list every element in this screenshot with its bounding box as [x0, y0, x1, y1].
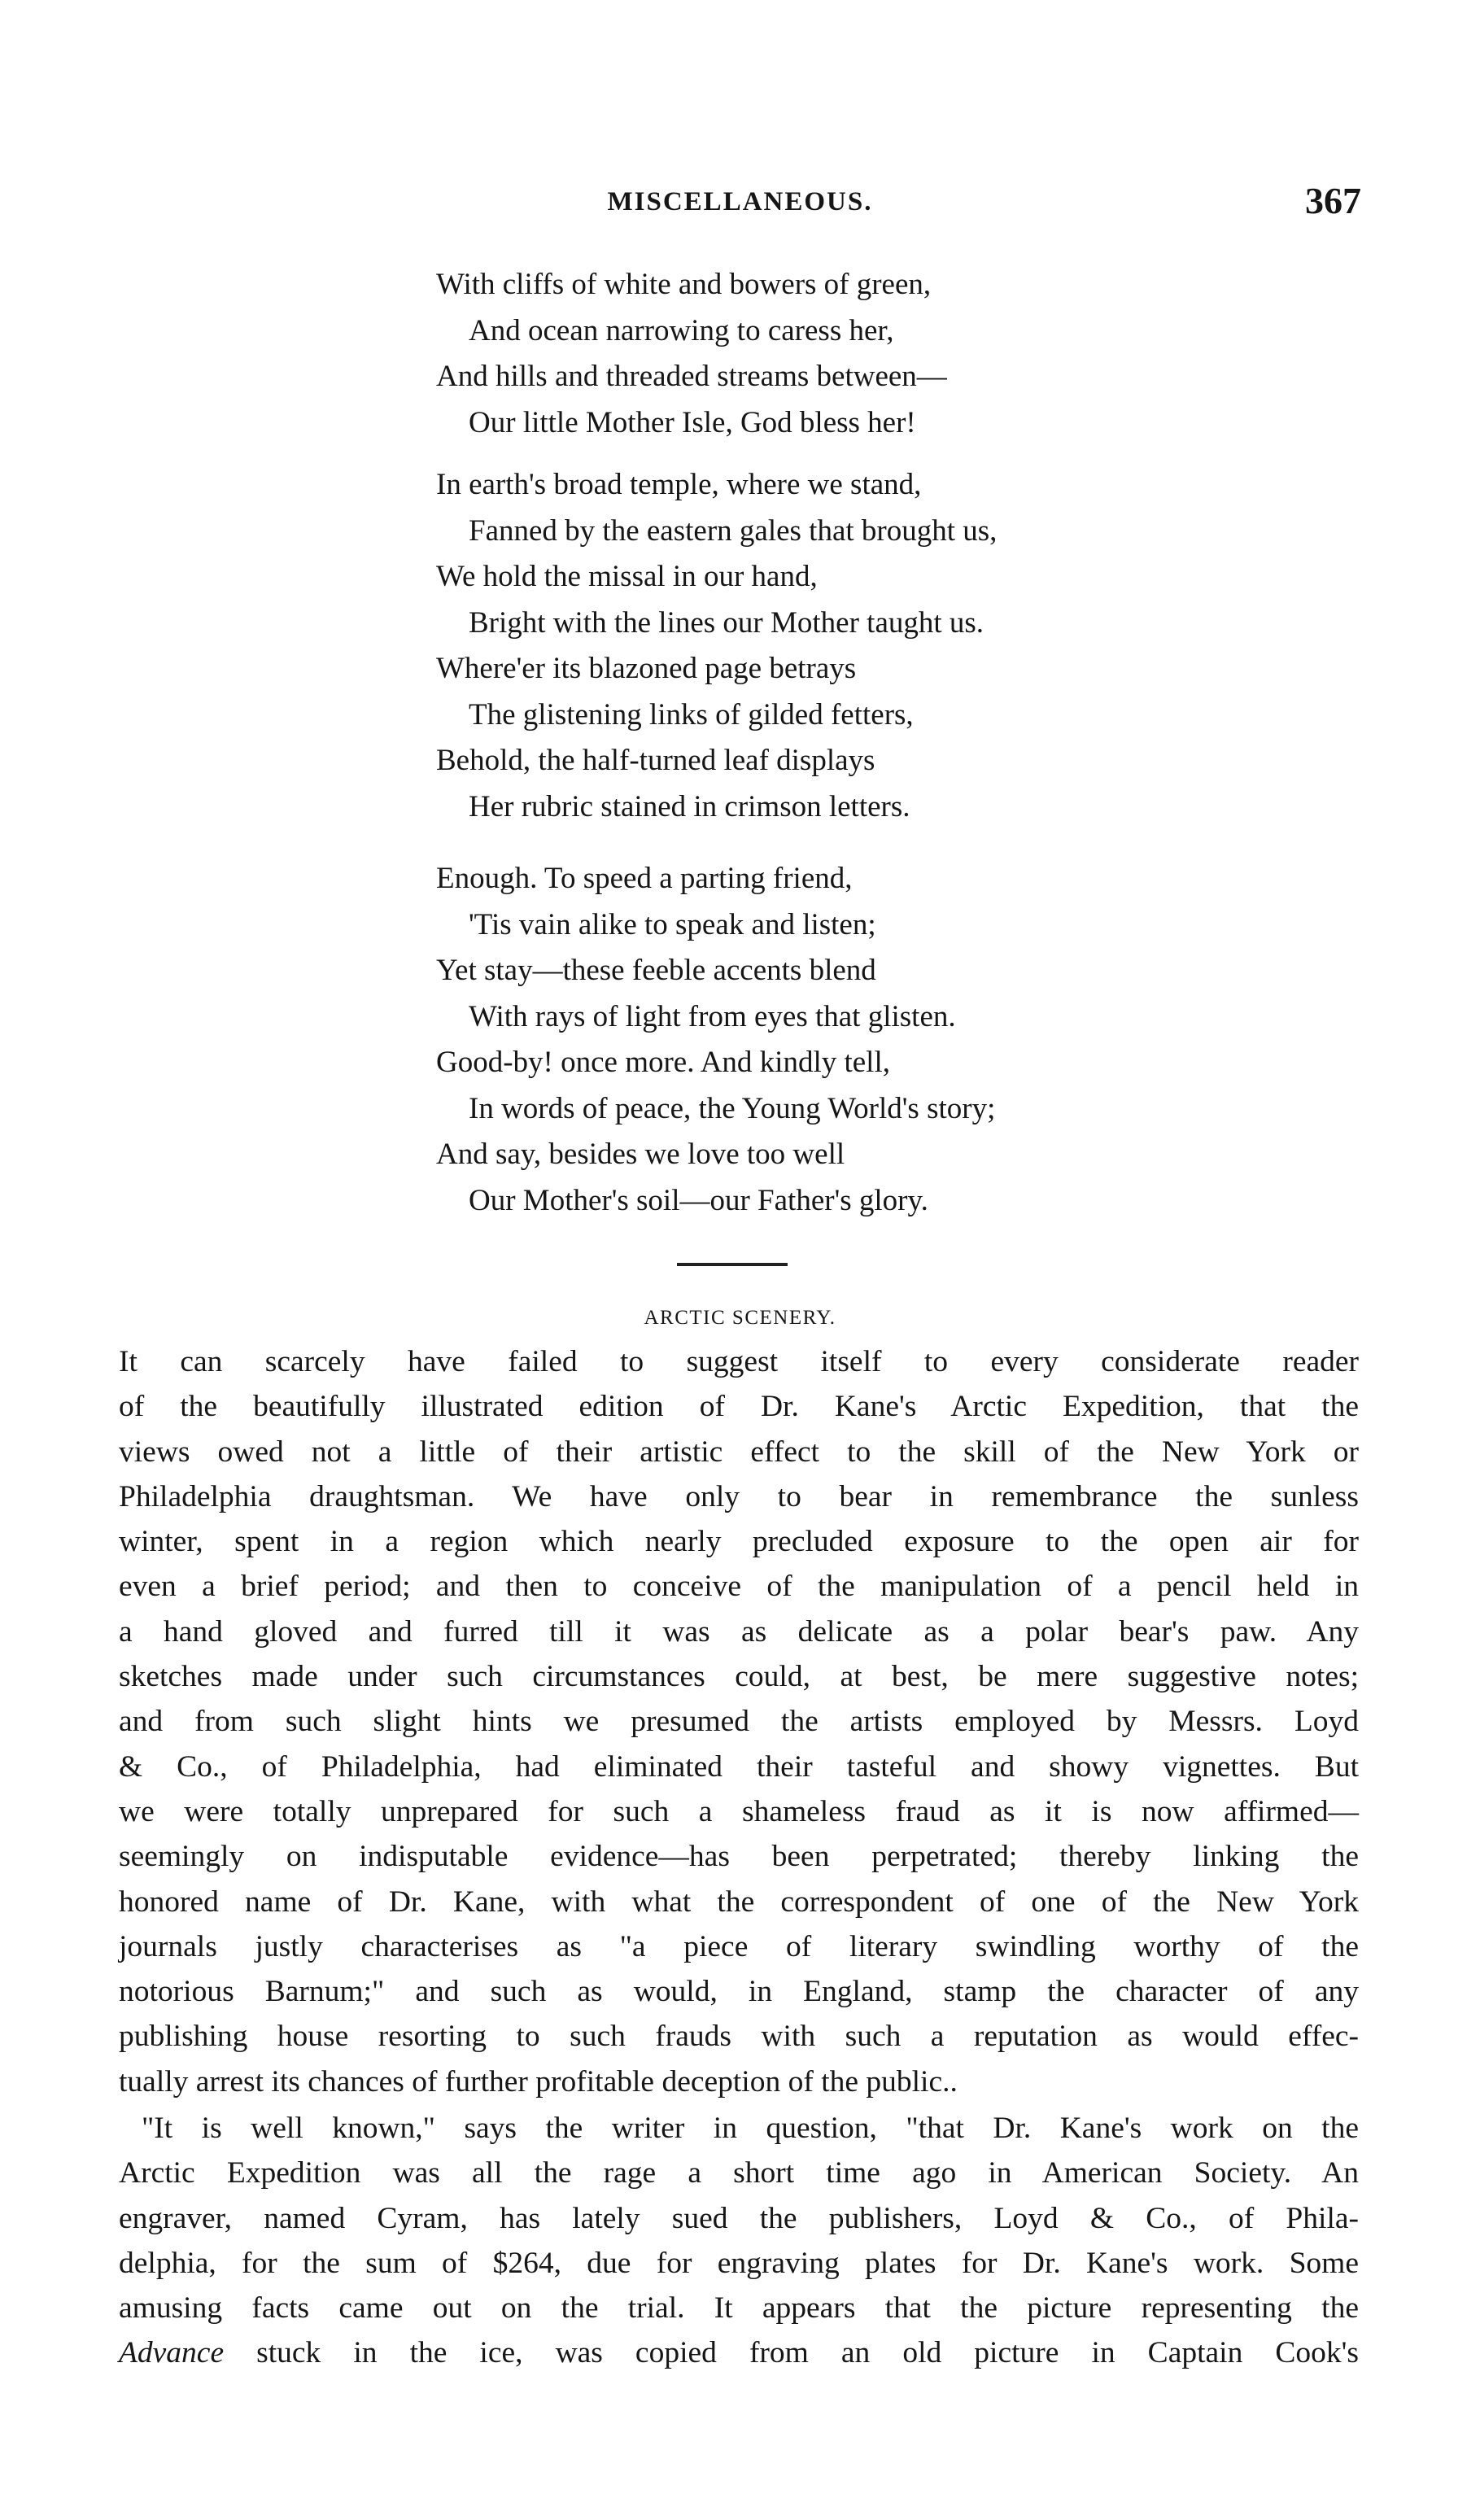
poem-line: Where'er its blazoned page betrays — [436, 652, 857, 685]
prose-line: notorious Barnum;" and such as would, in England, stamp the character of any — [119, 1975, 1359, 2009]
prose-line: publishing house resorting to such frauds with such a reputation as would effec- — [119, 2020, 1359, 2054]
poem-line: In earth's broad temple, where we stand, — [436, 468, 922, 501]
page-number: 367 — [1305, 180, 1361, 221]
section-title: ARCTIC SCENERY. — [644, 1307, 836, 1329]
poem-line: 'Tis vain alike to speak and listen; — [469, 907, 876, 941]
poem-stanza-2 — [436, 462, 1412, 830]
poem-line: With cliffs of white and bowers of green, — [436, 268, 932, 301]
prose-line: amusing facts came out on the trial. It appears that the picture representing the — [119, 2291, 1359, 2326]
ship-name: Advance — [119, 2336, 225, 2370]
prose-line: engraver, named Cyram, has lately sued the publishers, Loyd & Co., of Phila- — [119, 2201, 1359, 2235]
poem-line: And ocean narrowing to caress her, — [469, 313, 894, 347]
page-header — [0, 179, 1480, 228]
poem-line: Our little Mother Isle, God bless her! — [469, 405, 916, 439]
prose-line: we were totally unprepared for such a shameless fraud as it is now affirmed— — [119, 1794, 1359, 1828]
running-title: MISCELLANEOUS. — [607, 187, 873, 216]
prose-line: Arctic Expedition was all the rage a short time ago in American Society. An — [119, 2156, 1359, 2190]
prose-line: a hand gloved and furred till it was as delicate as a polar bear's paw. Any — [119, 1614, 1359, 1649]
prose-line: journals justly characterises as "a piece of literary swindling worthy of the — [119, 1929, 1359, 1963]
prose-line-italic — [119, 2330, 1359, 2375]
prose-line-rest: stuck in the ice, was copied from an old picture in Captain Cook's — [224, 2336, 1359, 2370]
poem-line: Good-by! once more. And kindly tell, — [436, 1046, 890, 1079]
prose-line: seemingly on indisputable evidence—has been perpetrated; thereby linking the — [119, 1840, 1359, 1874]
poem-line: We hold the missal in our hand, — [436, 560, 818, 593]
prose-line: sketches made under such circumstances could, at best, be mere suggestive notes; — [119, 1660, 1359, 1694]
prose-line: It can scarcely have failed to suggest itself to every considerate reader — [119, 1345, 1359, 1378]
prose-line: winter, spent in a region which nearly precluded exposure to the open air for — [119, 1525, 1359, 1559]
prose-line: even a brief period; and then to conceive of the manipulation of a pencil held in — [119, 1570, 1359, 1604]
prose-line: & Co., of Philadelphia, had eliminated their tasteful and showy vignettes. But — [119, 1749, 1359, 1784]
prose-line: "It is well known," says the writer in question, "that Dr. Kane's work on the — [142, 2112, 1359, 2145]
poem-line: And say, besides we love too well — [436, 1138, 845, 1171]
prose-line: delphia, for the sum of $264, due for engraving plates for Dr. Kane's work. Some — [119, 2246, 1359, 2280]
prose-line: and from such slight hints we presumed the artists employed by Messrs. Loyd — [119, 1705, 1359, 1739]
paragraph-2 — [119, 2106, 1359, 2376]
poem-line: And hills and threaded streams between— — [436, 360, 947, 393]
poem-line: In words of peace, the Young World's story; — [469, 1091, 996, 1125]
poem-line: Fanned by the eastern gales that brought us, — [469, 513, 998, 548]
poem-line: Yet stay—these feeble accents blend — [436, 954, 876, 987]
poem-line: Behold, the half-turned leaf displays — [436, 744, 875, 777]
prose-line: Philadelphia draughtsman. We have only to bear in remembrance the sunless — [119, 1479, 1359, 1513]
poem-line: Our Mother's soil—our Father's glory. — [469, 1183, 928, 1217]
prose-line: tually arrest its chances of further profitable deception of the public.. — [119, 2064, 958, 2099]
poem-line: With rays of light from eyes that glisten. — [469, 999, 956, 1033]
poem-line: Enough. To speed a parting friend, — [436, 862, 853, 895]
paragraph-1 — [119, 1339, 1359, 2104]
prose-line: of the beautifully illustrated edition of Dr. Kane's Arctic Expedition, that the — [119, 1390, 1359, 1424]
poem-stanza-1 — [436, 262, 1412, 446]
poem-stanza-3 — [436, 856, 1412, 1224]
section-divider — [677, 1263, 788, 1266]
prose-line: honored name of Dr. Kane, with what the correspondent of one of the New York — [119, 1885, 1359, 1919]
poem-line: Her rubric stained in crimson letters. — [469, 789, 910, 823]
poem-line: The glistening links of gilded fetters, — [469, 697, 914, 732]
poem-line: Bright with the lines our Mother taught us. — [469, 605, 984, 640]
prose-line: views owed not a little of their artistic effect to the skill of the New York or — [119, 1435, 1359, 1469]
